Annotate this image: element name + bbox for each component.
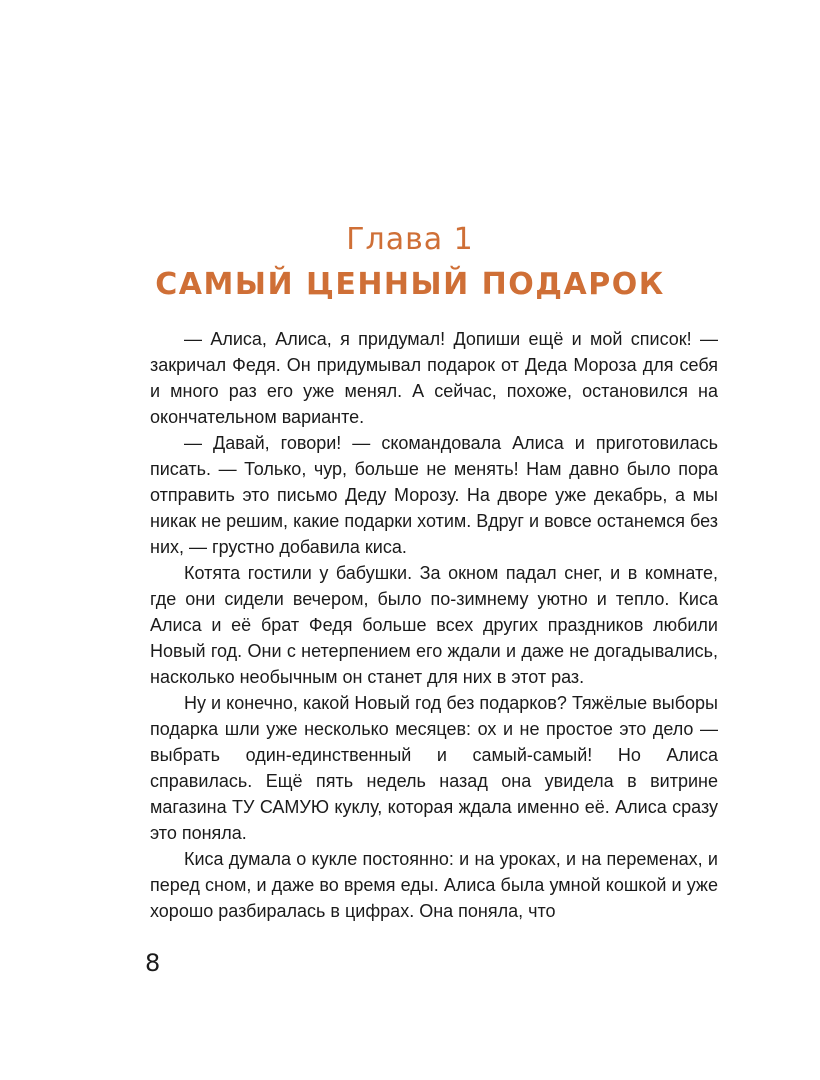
chapter-title: САМЫЙ ЦЕННЫЙ ПОДАРОК — [155, 267, 665, 302]
paragraph: — Давай, говори! — скомандовала Алиса и приготовилась писать. — Только, чур, больше не менять! Нам давно было пора отправить это письмо Деду Морозу. На дворе уже декабрь, а мы никак не решим, какие подарки хотим. Вдруг и вовсе останемся без них, — грустно добавила киса. — [150, 433, 718, 557]
paragraph: Ну и конечно, какой Новый год без подарков? Тяжёлые выборы подарка шли уже несколько месяцев: ох и не простое это дело — выбрать один-единственный и самый-самый! Но Алиса справилась. Ещё пять недель назад она увидела в витрине магазина ТУ САМУЮ куклу, которая ждала именно её. Алиса сразу это поняла. — [150, 693, 718, 843]
paragraph: Киса думала о кукле постоянно: и на уроках, и на переменах, и перед сном, и даже во время еды. Алиса была умной кошкой и уже хорошо разбиралась в цифрах. Она поняла, что — [150, 849, 718, 921]
paragraph: Котята гостили у бабушки. За окном падал снег, и в комнате, где они сидели вечером, было по-зимнему уютно и тепло. Киса Алиса и её брат Федя больше всех других праздников любили Новый год. Они с нетерпением его ждали и даже не догадывались, насколько необычным он станет для них в этот раз. — [150, 563, 718, 687]
paragraph: — Алиса, Алиса, я придумал! Допиши ещё и мой список! — закричал Федя. Он придумывал подарок от Деда Мороза для себя и много раз его уже менял. А сейчас, похоже, остановился на окончательном варианте. — [150, 329, 718, 427]
chapter-number: Глава 1 — [346, 222, 474, 257]
chapter-heading — [0, 222, 820, 303]
chapter-body — [150, 326, 718, 924]
page-number: 8 — [145, 949, 161, 977]
